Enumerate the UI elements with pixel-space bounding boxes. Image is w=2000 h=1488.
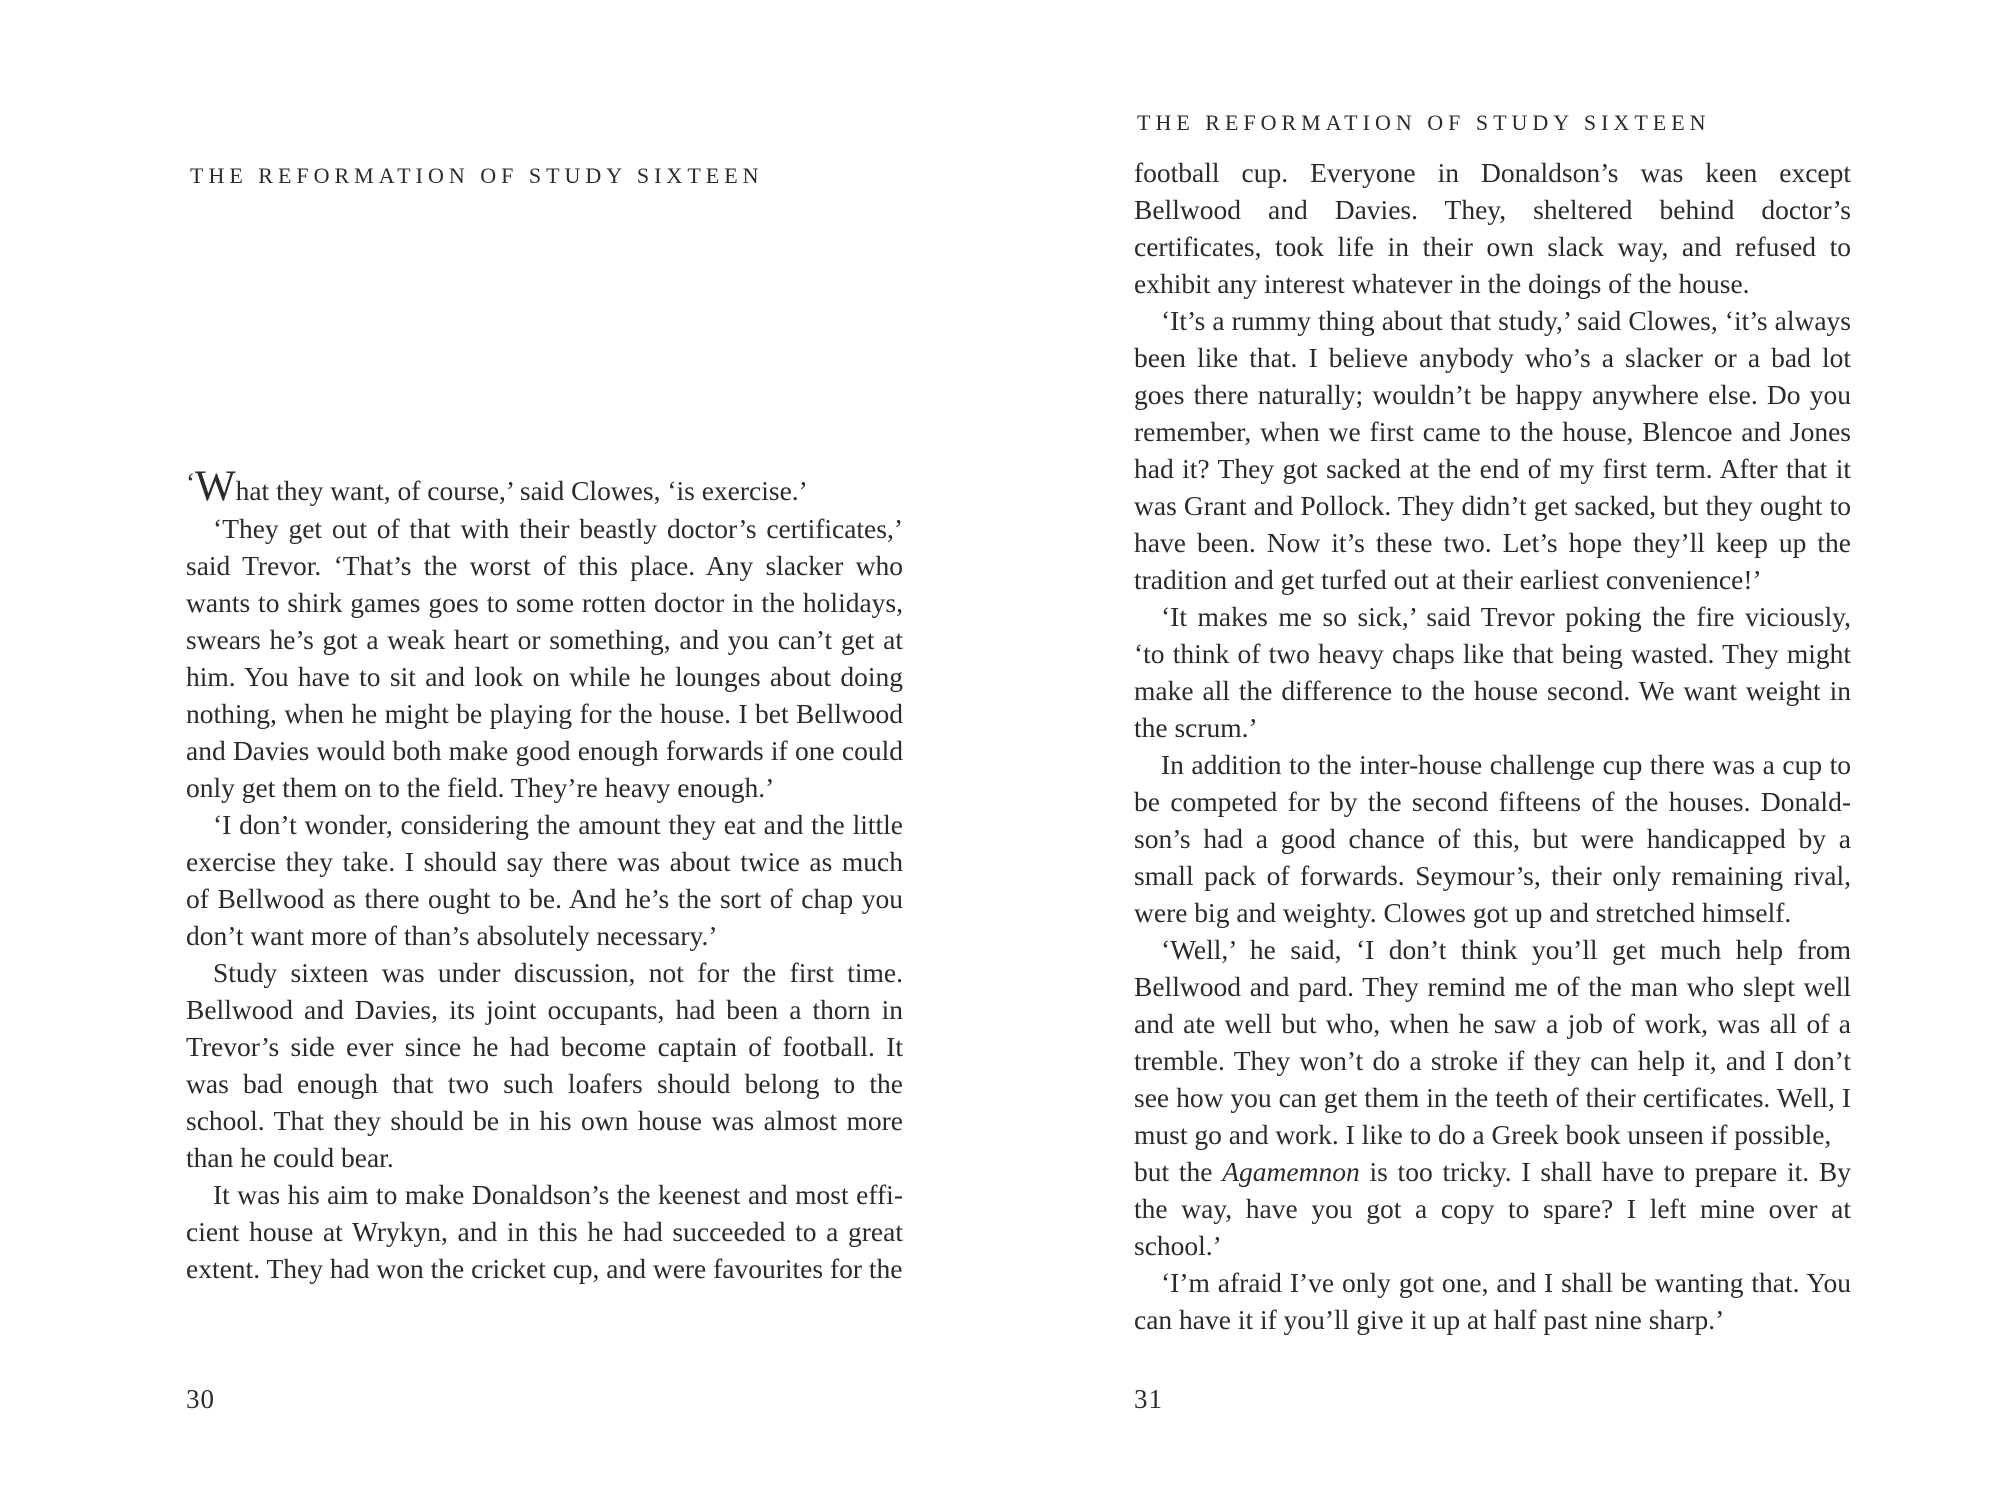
paragraph-continued: football cup. Everyone in Donaldson’s was keen except Bellwood and Davies. They, sheltered behind doctor’s certificates, took life in their own slack way, and refused to exhibit any interest whatever in the doings of the house.: [1134, 157, 1851, 299]
running-head: THE REFORMATION OF STUDY SIXTEEN: [190, 163, 764, 188]
paragraph: ‘They get out of that with their beastly doctor’s certificates,’ said Trevor. ‘That’s the worst of this place. Any slacker who wants to shirk games goes to some rotten doctor in the holidays, swears he’s got a weak heart or something, and you can’t get at him. You have to sit and look on while he lounges about doing nothing, when he might be playing for the house. I bet Bellwood and Davies would both make good enough forwards if one could only get them on to the field. They’re heavy enough.’: [186, 513, 903, 803]
opening-quote: ‘: [186, 468, 195, 498]
text-span: is too tricky. I shall have to prepare it. By the way, have you got a copy to spare? I left mine over at school.’: [1134, 1156, 1851, 1261]
page-number: 30: [186, 1384, 215, 1414]
paragraph: It was his aim to make Donaldson’s the keenest and most efficient house at Wrykyn, and in this he had succeeded to a great extent. They had won the cricket cup, and were favourites for the: [186, 1179, 903, 1284]
paragraph: ‘It makes me so sick,’ said Trevor poking the fire viciously, ‘to think of two heavy chaps like that being wasted. They might make all the difference to the house second. We want weight in the scrum.’: [1134, 601, 1851, 743]
paragraph: ‘I’m afraid I’ve only got one, and I shall be wanting that. You can have it if you’ll give it up at half past nine sharp.’: [1134, 1267, 1851, 1335]
running-head: THE REFORMATION OF STUDY SIXTEEN: [1137, 110, 1711, 135]
drop-cap: W: [195, 463, 236, 510]
paragraph: ‘Well,’ he said, ‘I don’t think you’ll get much help from Bellwood and pard. They remind me of the man who slept well and ate well but who, when he saw a job of work, was all of a tremble. They won’t do a stroke if they can help it, and I don’t see how you can get them in the teeth of their certificates. Well, I must go and work. I like to do a Greek book unseen if possible,: [1134, 934, 1851, 1150]
body-text: [1134, 154, 1851, 1338]
paragraph: Study sixteen was under discussion, not for the first time. Bellwood and Davies, its joint occupants, had been a thorn in Trevor’s side ever since he had become captain of football. It was bad enough that two such loafers should belong to the school. That they should be in his own house was almost more than he could bear.: [186, 957, 903, 1173]
body-text: [186, 463, 903, 1287]
paragraph: ‘I don’t wonder, considering the amount they eat and the little exercise they take. I should say there was about twice as much of Bellwood as there ought to be. And he’s the sort of chap you don’t want more of than’s absolutely necessary.’: [186, 809, 903, 951]
book-title: Agamemnon: [1222, 1156, 1360, 1187]
opening-paragraph: [186, 463, 903, 510]
text-span: but the: [1134, 1156, 1223, 1187]
paragraph: ‘It’s a rummy thing about that study,’ said Clowes, ‘it’s always been like that. I believe anybody who’s a slacker or a bad lot goes there naturally; wouldn’t be happy anywhere else. Do you remember, when we first came to the house, Blencoe and Jones had it? They got sacked at the end of my first term. After that it was Grant and Pollock. They didn’t get sacked, but they ought to have been. Now it’s these two. Let’s hope they’ll keep up the tradition and get turfed out at their earliest convenience!’: [1134, 305, 1851, 595]
paragraph-text: hat they want, of course,’ said Clowes, ‘is exercise.’: [235, 475, 808, 506]
paragraph-italic-line: [1134, 1153, 1851, 1264]
right-page: [1000, 0, 2000, 1488]
paragraph: In addition to the inter-house challenge cup there was a cup to be competed for by the second fifteens of the houses. Donaldson’s had a good chance of this, but were handicapped by a small pack of forwards. Seymour’s, their only remaining rival, were big and weighty. Clowes got up and stretched himself.: [1134, 749, 1851, 928]
page-number: 31: [1134, 1384, 1163, 1414]
